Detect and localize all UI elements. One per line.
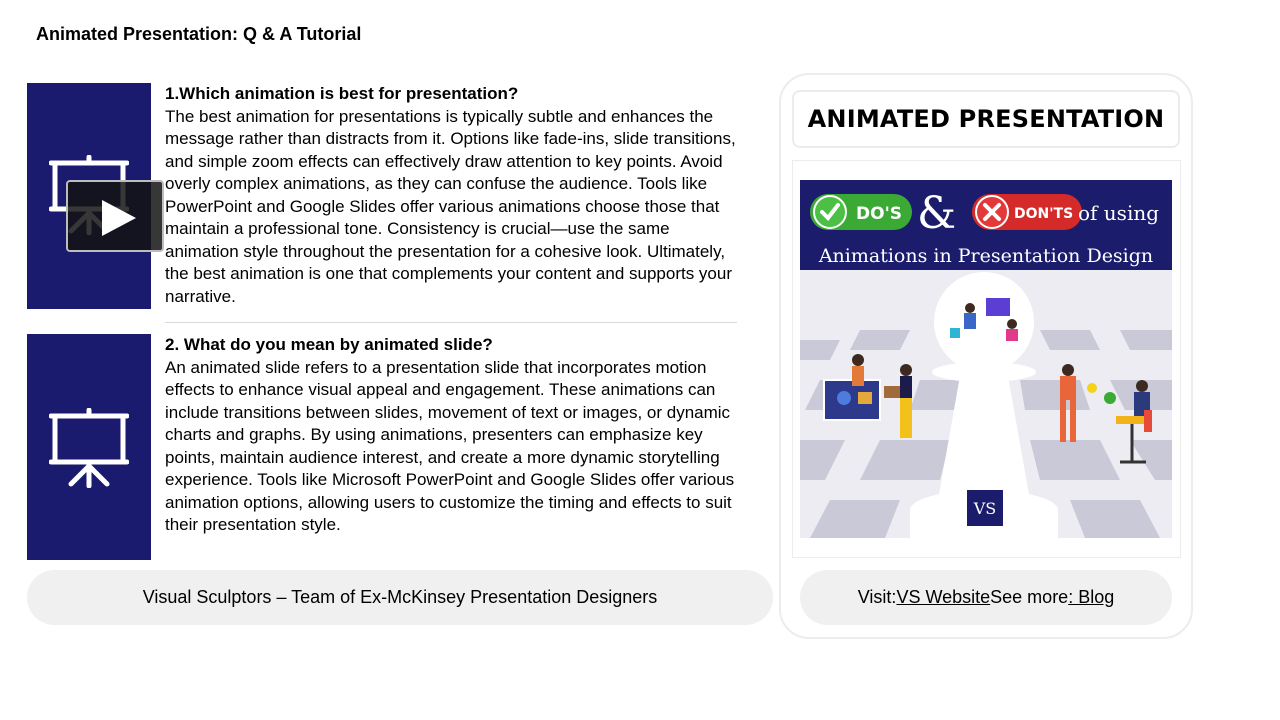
qa-item [165,334,739,537]
company-footer [27,570,773,625]
vs-website-link[interactable]: VS Website [896,587,991,607]
banner-donts-label: DON'TS [1014,206,1074,222]
divider [165,322,737,323]
visit-label: Visit: [857,587,897,607]
banner-dos-label: DO'S [856,204,903,224]
qa-question: 1.Which animation is best for presentation? [165,84,519,103]
page-title: Animated Presentation: Q & A Tutorial [36,24,362,44]
qa-answer: The best animation for presentations is typically subtle and enhances the message rather than distracts from it. Options like fade-ins, slide transitions, and simple zoom effects can effectively draw attention to key points. Avoid overly complex animations, as they can confuse the audience. Tools like PowerPoint and Google Slides offer various animations choose those that maintain a professional tone. Consistency is crucial—use the same animation style throughout the presentation for a cohesive look. Ultimately, the best animation is one that complements your content and supports your narrative. [165,106,736,306]
banner-of-using: of using [1078,201,1160,225]
blog-link[interactable]: : Blog [1068,587,1115,607]
banner-image[interactable] [800,180,1172,538]
banner-subtitle: Animations in Presentation Design [818,245,1154,267]
qa-answer: An animated slide refers to a presentation slide that incorporates motion effects to enhance visual appeal and engagement. These animations can include transitions between slides, movement of text or images, or dynamic charts and graphs. By using animations, presenters can emphasize key points, maintain audience interest, and create a more dynamic storytelling experience. Tools like Microsoft PowerPoint and Google Slides offer various animation options, allowing users to customize the timing and effects to suit their presentation style. [165,357,735,534]
presentation-board-icon [49,408,129,488]
play-icon [98,198,138,238]
qa-item [165,83,739,308]
video-play-button[interactable] [66,180,164,252]
banner-logo: VS [973,499,997,518]
qa-icon-panel [27,334,151,560]
see-more-label: See more [990,587,1069,607]
side-card-title: ANIMATED PRESENTATION [792,90,1180,148]
banner-ampersand: & [917,188,957,239]
company-tagline: Visual Sculptors – Team of Ex-McKinsey Presentation Designers [142,587,658,607]
links-footer [800,570,1172,625]
qa-question: 2. What do you mean by animated slide? [165,335,493,354]
